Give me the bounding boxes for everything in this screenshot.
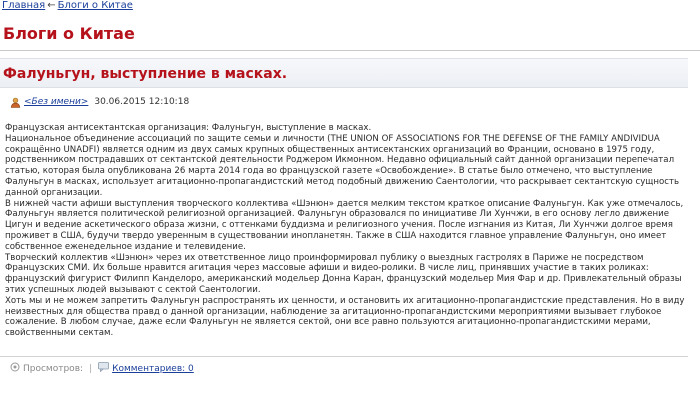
post-date: 30.06.2015 12:10:18 bbox=[94, 97, 190, 107]
comments-link[interactable]: Комментариев: 0 bbox=[112, 364, 194, 374]
article-paragraph: В нижней части афиши выступления творческого коллектива «Шэнюн» дается мелким текстом краткое описание Фалуньгун. Как уже отмечалось, Фалуньгун является политической религиозной организацией. Фалуньгун образовался по инициативе Ли Хунчжи, в его основу легло движение Цигун и ведение аскетического образа жизни, с оттенками буддизма и религиозного учения. После изгнания из Китая, Ли Хунчжи долгое время проживет в США, будучи твердо уверенным в существовании инопланетян. Также в США находится главное управление Фалуньгун, оно имеет собственное еженедельное издание и телевидение. bbox=[5, 198, 684, 252]
post-title-bar bbox=[0, 58, 688, 88]
comment-icon bbox=[98, 362, 109, 376]
article-paragraph: Национальное объединение ассоциаций по защите семьи и личности (THE UNION OF ASSOCIATIONS FOR THE DEFENSE OF THE FAMILY ANDIVIDUA сокращённо UNADFI) является одним из двух самых крупных общественных антисектанских организаций во Франции, основано в 1975 году, родственником пострадавших от сектантской деятельности Роджером Икмонном. Недавно официальный сайт данной организации перепечатал статью, которая была опубликована 26 марта 2014 года во французской газете «Освобождение». В статье было отмечено, что выступление Фалуньгун в масках, использует агитационно-пропагандистский метод подобный движению Саентологии, что раскрывает сектантскую сущность данной организации. bbox=[5, 133, 680, 198]
footer-divider bbox=[0, 356, 688, 357]
article-paragraph: Творческий коллектив «Шэнюн» через их ответственное лицо проинформировал публику о выездных гастролях в Париже не посредством Французских СМИ. Их больше нравится агитация через массовые афиши и видео-ролики. В числе лиц, принявших участие в таких роликах: французский фигурист Филипп Канделоро, американский модельер Донна Каран, французский модельер Мия Фар и др. Привлекательный образы этих успешных людей вызывают с сектой Саентологии. bbox=[5, 252, 682, 295]
breadcrumb-home-link[interactable]: Главная bbox=[2, 0, 46, 11]
footer-separator: | bbox=[89, 364, 93, 374]
eye-icon bbox=[10, 362, 20, 376]
author-link[interactable]: <Без имени> bbox=[24, 97, 89, 107]
breadcrumb-separator: ← bbox=[47, 0, 56, 11]
user-icon bbox=[10, 97, 21, 108]
breadcrumb bbox=[2, 0, 133, 12]
views-count: Просмотров: bbox=[23, 364, 84, 374]
article-paragraph: Хоть мы и не можем запретить Фалуньгун распространять их ценности, и остановить их агитационно-пропагандистские представления. Но в виду неизвестных для общества правд о данной организации, наблюдение за агитационно-пропагандистскими мероприятиями вызывает глубокое сожаление. В любом случае, даже если Фалуньгун не является сектой, они все равно пользуются агитационно-пропагандистскими мерами, свойственными сектам. bbox=[5, 295, 685, 339]
post-meta bbox=[10, 96, 189, 108]
title-divider bbox=[0, 50, 700, 51]
breadcrumb-section-link[interactable]: Блоги о Китае bbox=[57, 0, 133, 11]
post-footer bbox=[10, 362, 194, 376]
article-body bbox=[5, 123, 689, 339]
blog-title: Блоги о Китае bbox=[3, 24, 135, 43]
article-paragraph: Французская антисектантская организация: Фалуньгун, выступление в масках. bbox=[5, 123, 372, 133]
post-title: Фалуньгун, выступление в масках. bbox=[3, 66, 288, 82]
